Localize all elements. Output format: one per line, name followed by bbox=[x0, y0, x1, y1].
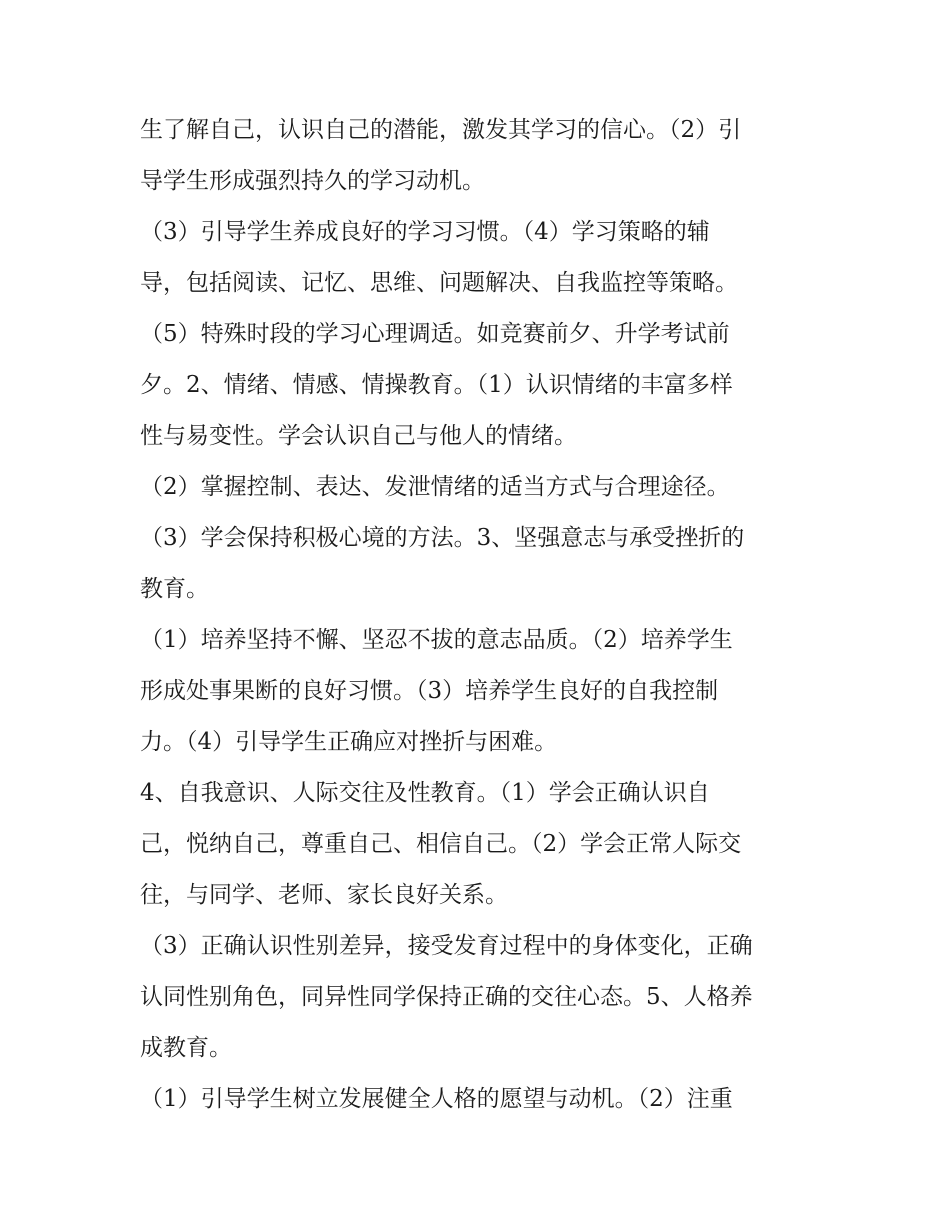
text-line: 生了解自己，认识自己的潜能，激发其学习的信心。（2）引 bbox=[140, 117, 742, 143]
text-line: 己，悦纳自己，尊重自己、相信自己。（2）学会正常人际交 bbox=[140, 831, 742, 857]
text-line: 导学生形成强烈持久的学习动机。 bbox=[140, 168, 485, 194]
body-text bbox=[140, 105, 820, 1125]
text-line: 4、自我意识、人际交往及性教育。（1）学会正确认识自 bbox=[140, 780, 710, 806]
text-line: （2）掌握控制、表达、发泄情绪的适当方式与合理途径。 bbox=[140, 474, 730, 500]
text-line: 导，包括阅读、记忆、思维、问题解决、自我监控等策略。 bbox=[140, 270, 738, 296]
text-line: 形成处事果断的良好习惯。（3）培养学生良好的自我控制 bbox=[140, 678, 719, 704]
text-line: （5）特殊时段的学习心理调适。如竞赛前夕、升学考试前 bbox=[140, 321, 730, 347]
text-line: 夕。2、情绪、情感、情操教育。（1）认识情绪的丰富多样 bbox=[140, 372, 733, 398]
text-line: 认同性别角色，同异性同学保持正确的交往心态。5、人格养 bbox=[140, 984, 753, 1010]
text-line: 教育。 bbox=[140, 576, 209, 602]
text-line: （1）引导学生树立发展健全人格的愿望与动机。（2）注重 bbox=[140, 1086, 733, 1112]
text-line: （3）引导学生养成良好的学习习惯。（4）学习策略的辅 bbox=[140, 219, 710, 245]
text-line: 成教育。 bbox=[140, 1035, 232, 1061]
text-line: 性与易变性。学会认识自己与他人的情绪。 bbox=[140, 423, 577, 449]
text-line: 力。（4）引导学生正确应对挫折与困难。 bbox=[140, 729, 558, 755]
text-line: （3）学会保持积极心境的方法。3、坚强意志与承受挫折的 bbox=[140, 525, 745, 551]
text-line: 往，与同学、老师、家长良好关系。 bbox=[140, 882, 508, 908]
text-line: （3）正确认识性别差异，接受发育过程中的身体变化，正确 bbox=[140, 933, 753, 959]
text-line: （1）培养坚持不懈、坚忍不拔的意志品质。（2）培养学生 bbox=[140, 627, 733, 653]
